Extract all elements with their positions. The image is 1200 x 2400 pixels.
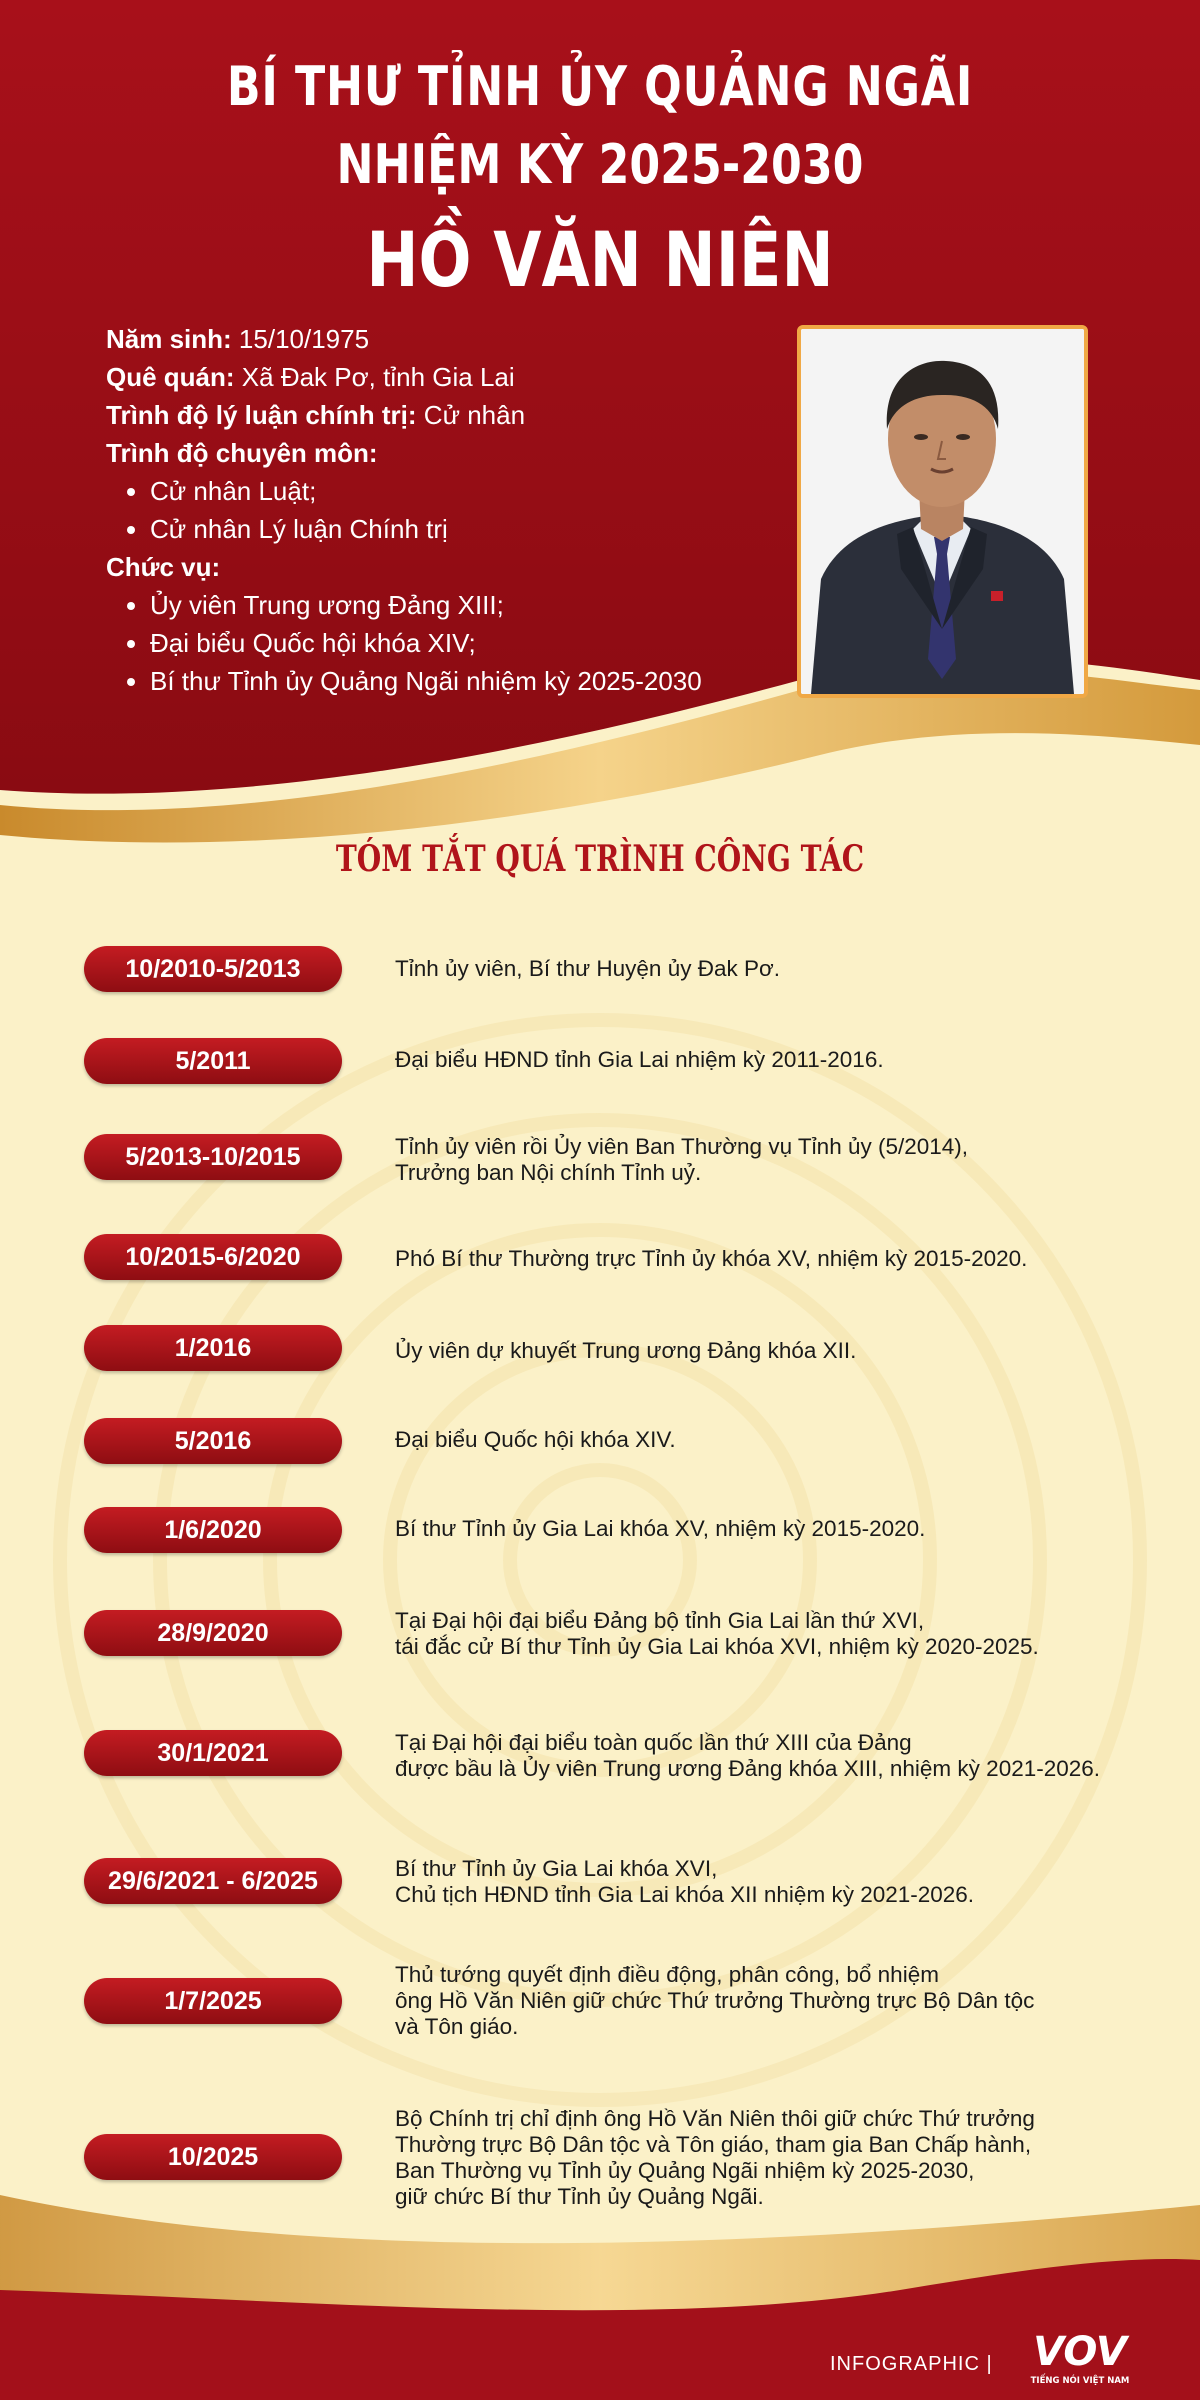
birth-value: 15/10/1975	[238, 324, 370, 354]
section-title: TÓM TẮT QUÁ TRÌNH CÔNG TÁC	[335, 838, 865, 880]
expertise-label: Trình độ chuyên môn:	[106, 438, 378, 468]
timeline-date: 29/6/2021 - 6/2025	[84, 1858, 342, 1904]
infographic-label: INFOGRAPHIC |	[830, 2353, 993, 2375]
position-item: • Đại biểu Quốc hội khóa XIV;	[150, 624, 786, 662]
politics-row	[106, 396, 786, 434]
timeline-date: 10/2025	[84, 2134, 342, 2180]
timeline-text: Ủy viên dự khuyết Trung ương Đảng khóa XII.	[395, 1338, 857, 1363]
expertise-item: • Cử nhân Lý luận Chính trị	[150, 510, 786, 548]
timeline-date: 30/1/2021	[84, 1730, 342, 1776]
portrait-photo	[797, 325, 1088, 698]
title-line-1: BÍ THƯ TỈNH ỦY QUẢNG NGÃI	[226, 55, 974, 118]
position-item: • Bí thư Tỉnh ủy Quảng Ngãi nhiệm kỳ 2025-2030	[150, 662, 786, 700]
timeline-date: 5/2016	[84, 1418, 342, 1464]
vov-logo-icon	[1020, 2325, 1140, 2387]
profile-info	[106, 320, 786, 700]
title-line-2: NHIỆM KỲ 2025-2030	[336, 133, 864, 196]
expertise-list	[106, 472, 786, 548]
hometown-row	[106, 358, 786, 396]
timeline-date: 28/9/2020	[84, 1610, 342, 1656]
person-name: HỒ VĂN NIÊN	[366, 215, 834, 304]
timeline-text: Bộ Chính trị chỉ định ông Hồ Văn Niên thôi giữ chức Thứ trưởng Thường trực Bộ Dân tộc và Tôn giáo, tham gia Ban Chấp hành, Ban Thường vụ Tỉnh ủy Quảng Ngãi nhiệm kỳ 2025-2030, giữ chức Bí thư Tỉnh ủy Quảng Ngãi.	[395, 2106, 1035, 2209]
positions-list	[106, 586, 786, 700]
birth-label: Năm sinh:	[106, 324, 232, 354]
logo-subtext: TIẾNG NÓI VIỆT NAM	[1030, 2376, 1130, 2386]
timeline-text: Tỉnh ủy viên rồi Ủy viên Ban Thường vụ Tỉnh ủy (5/2014), Trưởng ban Nội chính Tỉnh uỷ.	[395, 1134, 969, 1185]
timeline-date: 5/2011	[84, 1038, 342, 1084]
politics-value: Cử nhân	[423, 400, 526, 430]
vov-logo	[1020, 2325, 1140, 2387]
timeline-date: 10/2010-5/2013	[84, 946, 342, 992]
expertise-row	[106, 434, 786, 472]
timeline-date: 5/2013-10/2015	[84, 1134, 342, 1180]
birth-row	[106, 320, 786, 358]
hometown-value: Xã Đak Pơ, tỉnh Gia Lai	[241, 362, 515, 392]
timeline-text: Thủ tướng quyết định điều động, phân công, bổ nhiệm ông Hồ Văn Niên giữ chức Thứ trưởng Thường trực Bộ Dân tộc và Tôn giáo.	[395, 1962, 1035, 2039]
timeline-text: Bí thư Tỉnh ủy Gia Lai khóa XVI, Chủ tịch HĐND tỉnh Gia Lai khóa XII nhiệm kỳ 2021-2026.	[395, 1856, 975, 1907]
portrait-illustration	[801, 329, 1084, 694]
position-item: • Ủy viên Trung ương Đảng XIII;	[150, 586, 786, 624]
header	[0, 48, 1200, 310]
timeline-text: Tại Đại hội đại biểu Đảng bộ tỉnh Gia Lai lần thứ XVI, tái đắc cử Bí thư Tỉnh ủy Gia Lai khóa XVI, nhiệm kỳ 2020-2025.	[395, 1608, 1039, 1659]
timeline-date: 10/2015-6/2020	[84, 1234, 342, 1280]
timeline-text: Bí thư Tỉnh ủy Gia Lai khóa XV, nhiệm kỳ 2015-2020.	[395, 1516, 926, 1541]
positions-label: Chức vụ:	[106, 552, 221, 582]
logo-text: VOV	[1033, 2329, 1127, 2375]
timeline-date: 1/2016	[84, 1325, 342, 1371]
hometown-label: Quê quán:	[106, 362, 235, 392]
timeline-text: Đại biểu HĐND tỉnh Gia Lai nhiệm kỳ 2011-2016.	[395, 1047, 884, 1072]
politics-label: Trình độ lý luận chính trị:	[106, 400, 417, 430]
timeline-text: Đại biểu Quốc hội khóa XIV.	[395, 1427, 676, 1452]
timeline-date: 1/7/2025	[84, 1978, 342, 2024]
timeline-text: Phó Bí thư Thường trực Tỉnh ủy khóa XV, nhiệm kỳ 2015-2020.	[395, 1246, 1028, 1271]
timeline-date: 1/6/2020	[84, 1507, 342, 1553]
expertise-item: • Cử nhân Luật;	[150, 472, 786, 510]
timeline-text: Tại Đại hội đại biểu toàn quốc lần thứ XIII của Đảng được bầu là Ủy viên Trung ương Đảng khóa XIII, nhiệm kỳ 2021-2026.	[395, 1730, 1101, 1781]
positions-row	[106, 548, 786, 586]
timeline-text: Tỉnh ủy viên, Bí thư Huyện ủy Đak Pơ.	[395, 956, 780, 981]
